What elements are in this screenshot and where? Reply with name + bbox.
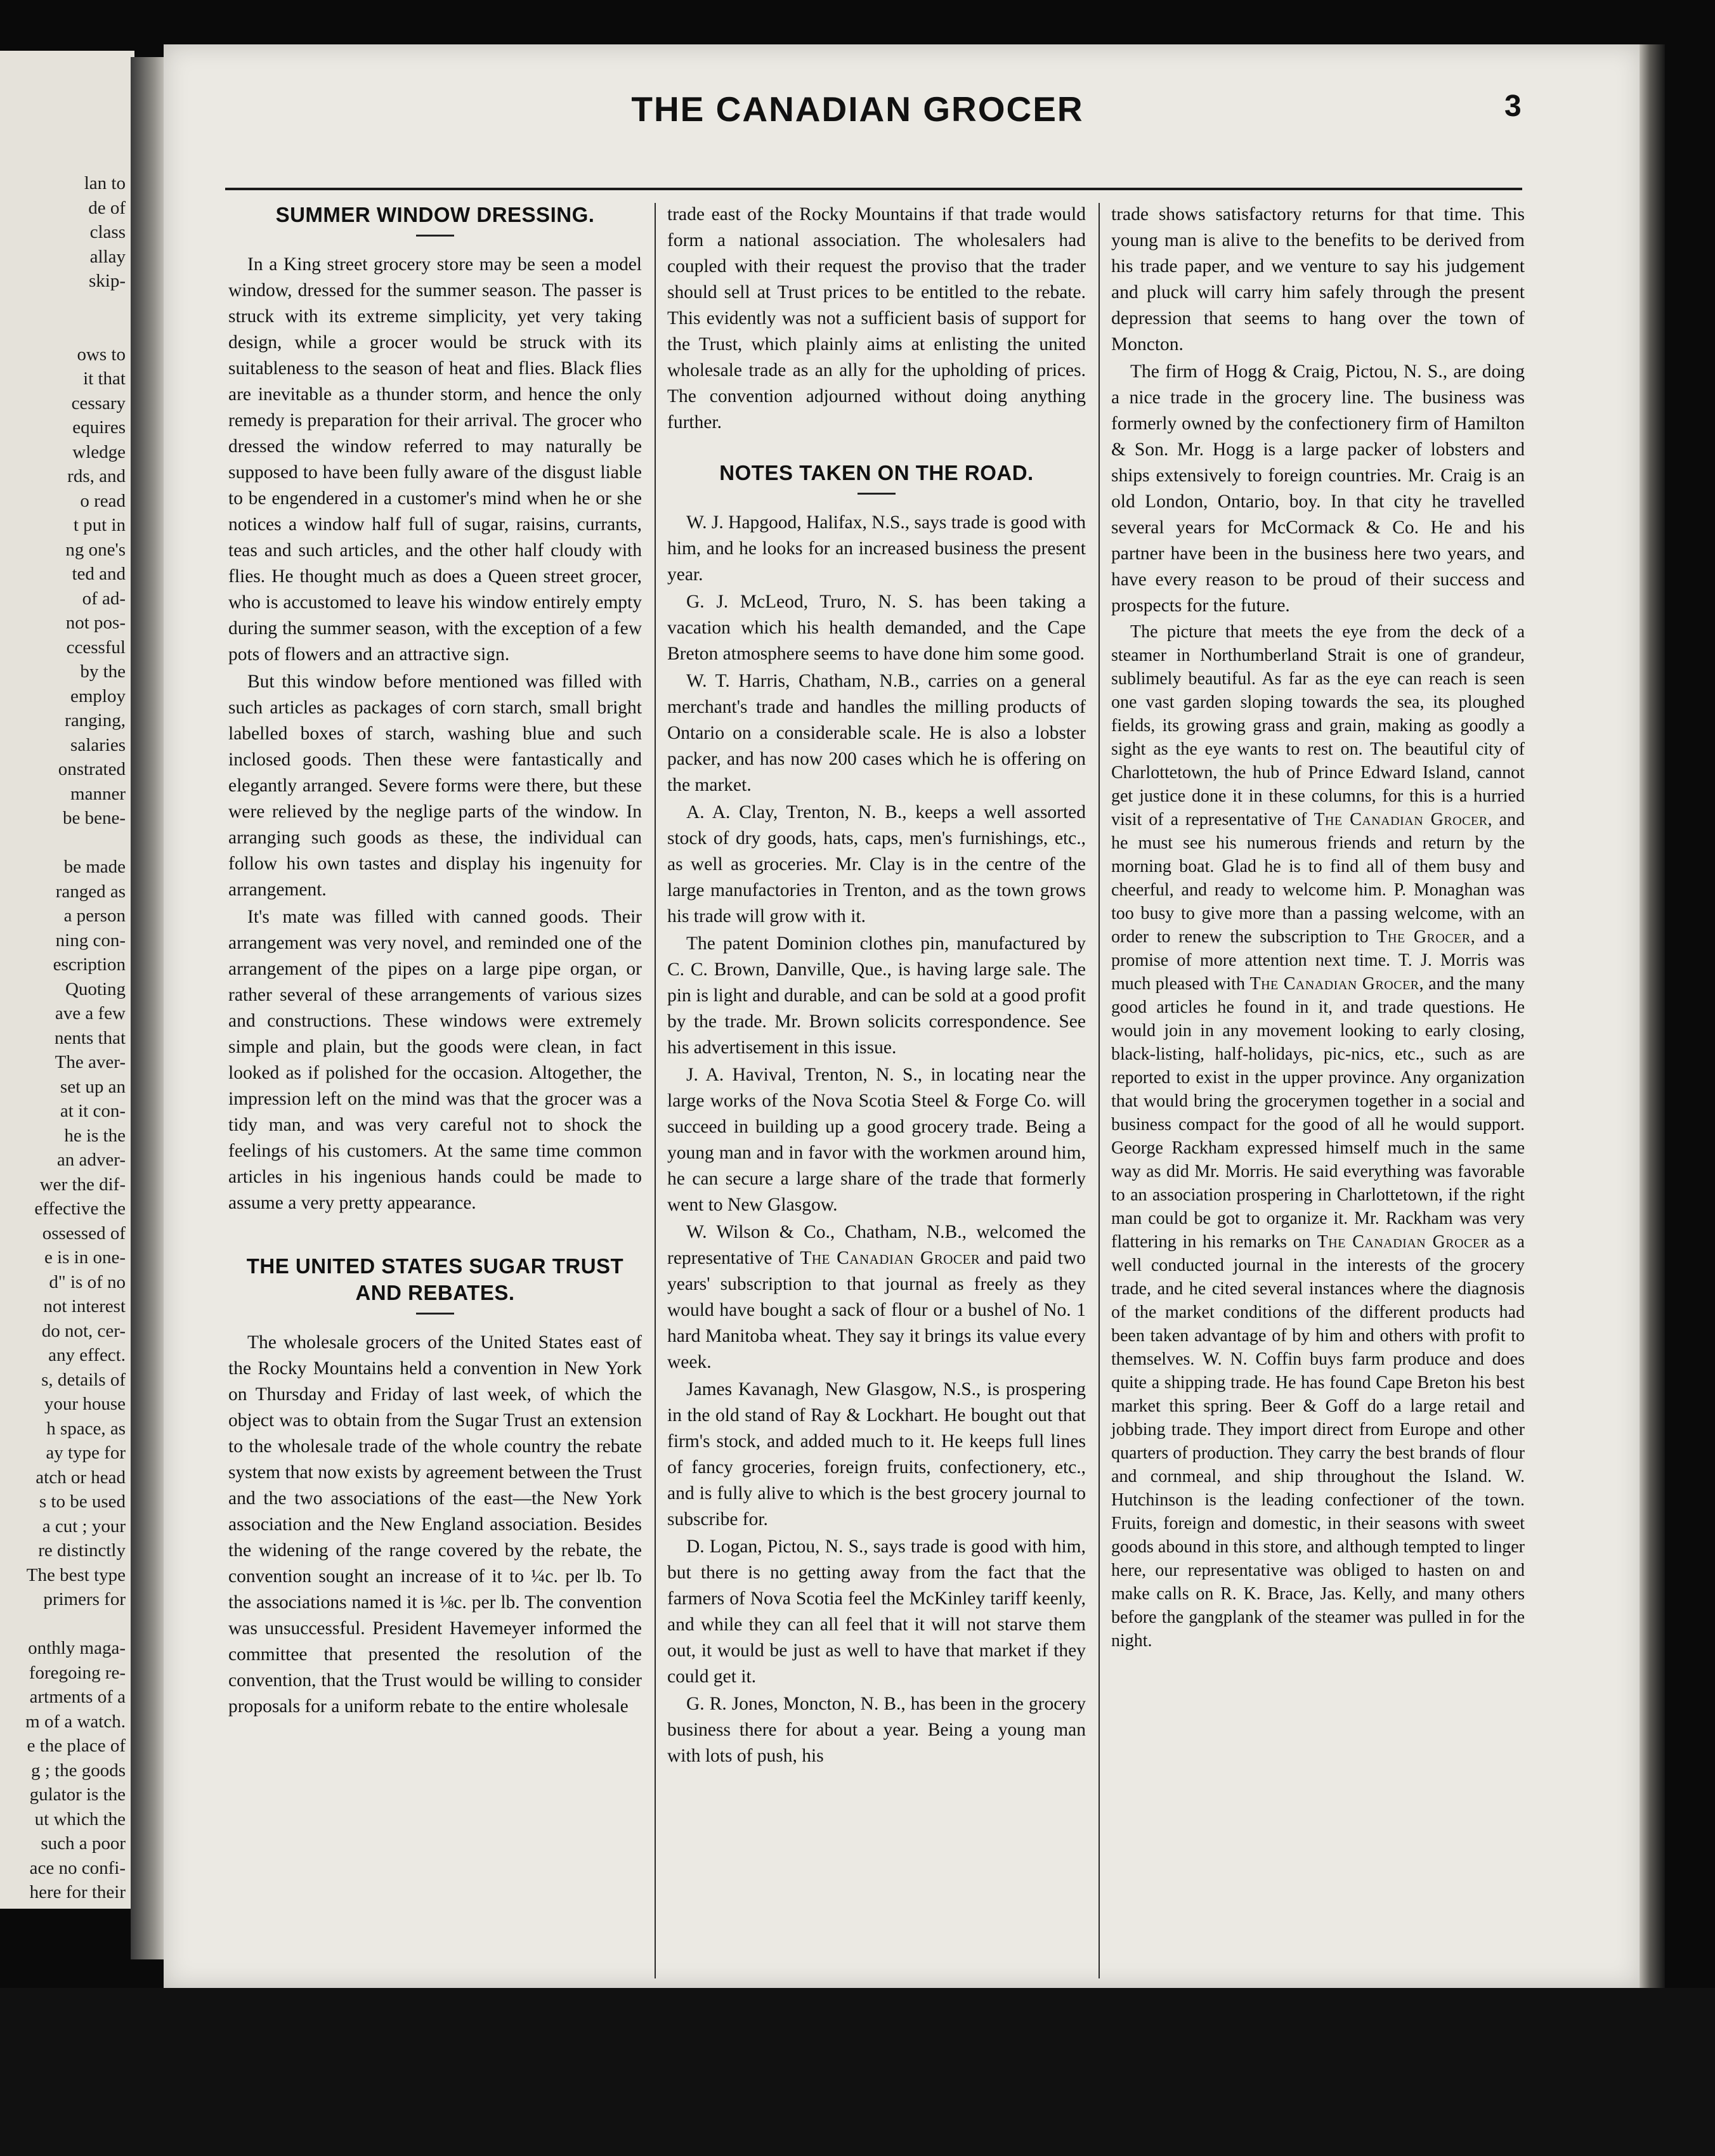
publication-name: The Canadian Grocer (800, 1248, 981, 1268)
article-paragraph: James Kavanagh, New Glasgow, N.S., is prospering in the old stand of Ray & Lockhart. He bought out that firm's stock, and added much to it. He keeps full lines of fancy groceries, foreign fruits, confectionery, etc., and is fully alive to which is the best grocery journal to subscribe for. (667, 1379, 1086, 1529)
previous-page-line: equires (72, 417, 126, 438)
previous-page-line: ranged as (55, 881, 126, 902)
previous-page-line: class (89, 222, 126, 242)
article-paragraph: A. A. Clay, Trenton, N. B., keeps a well assorted stock of dry goods, hats, caps, men's furnishings, etc., as well as groceries. Mr. Clay is in the centre of the large manufactories in Trenton, and as the town grows his trade will grow with it. (667, 802, 1086, 926)
article-paragraph: trade east of the Rocky Mountains if that trade would form a national association. The wholesalers had coupled with their request the proviso that the trader should sell at Trust prices to be entitled to the rebate. This evidently was not a sufficient basis of support for the Trust, which plainly aims at enlisting the united wholesale trade as an ally for the upholding of prices. The convention adjourned without doing anything further. (667, 204, 1086, 432)
previous-page-line: manner (70, 783, 126, 804)
article-paragraph: But this window before mentioned was filled with such articles as packages of corn starch, small bright labelled boxes of starch, washing blue and such inclosed goods. Then these were fantastically and elegantly arranged. Severe forms were there, but these were relieved by the neglige parts of the window. In arranging such goods as these, the individual can follow his own tastes and display his ingenuity for arrangement. (228, 672, 642, 900)
previous-page-line: lan to (84, 173, 126, 193)
previous-page-line: gulator is the (29, 1784, 126, 1805)
column-1 (228, 202, 642, 1720)
previous-page-line: re distinctly (38, 1540, 126, 1561)
previous-page-fragment (0, 51, 134, 1909)
binding-gutter (131, 57, 169, 1959)
previous-page-line: ning con- (55, 930, 126, 951)
column-3 (1111, 202, 1525, 1653)
publication-name: The Canadian Grocer (1317, 1232, 1490, 1252)
publication-name: The Canadian Grocer (1314, 810, 1488, 829)
heading-dash (857, 493, 896, 495)
previous-page-line: by the (80, 661, 126, 682)
previous-page-line: ace no confi- (29, 1857, 126, 1878)
heading-dash (416, 235, 454, 237)
article-paragraph: J. A. Havival, Trenton, N. S., in locating near the large works of the Nova Scotia Steel & Forge Co. will succeed in building up a good grocery trade. Being a young man and in favor with the workmen around him, he can secure a large share of the trade that formerly went to New Glasgow. (667, 1065, 1086, 1215)
previous-page-line: de of (88, 197, 126, 218)
article-paragraph: W. T. Harris, Chatham, N.B., carries on a general merchant's trade and handles the milling products of Ontario on a considerable scale. He is also a lobster packer, and has now 200 cases which he is offering on the market. (667, 671, 1086, 795)
page-edge-shadow (1640, 44, 1665, 1997)
previous-page-line: be bene- (62, 808, 126, 828)
heading-dash (416, 1313, 454, 1315)
previous-page-line: skip- (89, 271, 126, 291)
masthead: THE CANADIAN GROCER (631, 89, 1084, 129)
previous-page-line: The aver- (55, 1052, 126, 1072)
previous-page-line: The best type (26, 1564, 126, 1585)
previous-page-line: artments of a (29, 1687, 126, 1707)
previous-page-line: ossessed of (42, 1223, 126, 1244)
previous-page-line: any effect. (48, 1345, 126, 1365)
previous-page-line: foregoing re- (29, 1662, 126, 1683)
previous-page-line: e the place of (27, 1736, 126, 1756)
previous-page-line: o read (80, 490, 126, 511)
article-paragraph: It's mate was filled with canned goods. Their arrangement was very novel, and reminded one of the arrangement of the pipes on a large pipe organ, or rather several of these arrangements of various sizes and constructions. These windows were extremely simple and plain, but the goods were clean, in fact looked as if polished for the occasion. Altogether, the impression left on the mind was that the grocer was a tidy man, and was very careful not to shock the feelings of his customers. At the same time common articles in his ingenious hands could be made to assume a very pretty appearance. (228, 907, 642, 1213)
previous-page-line: ave a few (55, 1003, 126, 1023)
previous-page-line: onthly maga- (28, 1638, 126, 1658)
article-paragraph: In a King street grocery store may be seen a model window, dressed for the summer season. The passer is struck with its extreme simplicity, yet very taking design, while a grocer would be struck with its suitableness to the season of heat and flies. Black flies are inevitable as a thunder storm, and hence the only remedy is preparation for their arrival. The grocer who dressed the window referred to may naturally be supposed to have been fully aware of the disgust liable to be engendered in a customer's mind when he or she notices a window half full of sugar, raisins, currants, teas and such articles, and the other half cloudy with flies. He thought much as does a Queen street grocer, who is accustomed to leave his window entirely empty during the summer season, with the exception of a few pots of flowers and an attractive sign. (228, 254, 642, 665)
previous-page-line: your house (44, 1394, 126, 1414)
previous-page-line: d" is of no (49, 1271, 126, 1292)
previous-page-line: rds, and (67, 466, 126, 486)
previous-page-line: do not, cer- (41, 1320, 126, 1341)
previous-page-line: ted and (72, 564, 126, 584)
previous-page-line: e is in one- (44, 1247, 126, 1268)
previous-page-line: such a poor (41, 1833, 126, 1854)
previous-page-line: ows to (77, 344, 126, 365)
previous-page-line: s, details of (41, 1369, 126, 1390)
previous-page-line: not pos- (65, 613, 126, 633)
previous-page-line: escription (53, 954, 126, 975)
previous-page-line: ng one's (65, 539, 126, 560)
article-paragraph: The firm of Hogg & Craig, Pictou, N. S., are doing a nice trade in the grocery line. The business was formerly owned by the confectionery firm of Hamilton & Son. Mr. Hogg is a large packer of lobsters and ships extensively to foreign countries. Mr. Craig is an old London, Ontario, boy. In that city he travelled several years for McCormack & Co. He and his partner have been in the business here two years, and have every reason to be proud of their success and prospects for the future. (1111, 361, 1525, 616)
previous-page-line: wer the dif- (39, 1174, 126, 1195)
page-number: 3 (1504, 89, 1522, 123)
previous-page-line: s to be used (39, 1491, 126, 1512)
previous-page-line: a person (63, 906, 126, 926)
article-paragraph: trade shows satisfactory returns for that time. This young man is alive to the benefits to be derived from his trade paper, and we venture to say his judgement and pluck will carry him safely through the present depression that seems to hang over the town of Moncton. (1111, 204, 1525, 354)
previous-page-line: h space, as (46, 1418, 126, 1439)
previous-page-line: a cut ; your (42, 1516, 126, 1536)
previous-page-line: primers for (43, 1589, 126, 1609)
previous-page-line: cessary (71, 393, 126, 413)
article-paragraph: W. Wilson & Co., Chatham, N.B., welcomed the representative of The Canadian Grocer and paid two years' subscription to that journal as freely as they would have bought a sack of flour or a bushel of No. 1 hard Manitoba wheat. They say it brings its value every week. (667, 1222, 1086, 1372)
previous-page-line: effective the (34, 1198, 126, 1219)
previous-page-line: it that (83, 368, 126, 389)
previous-page-line: at it con- (60, 1101, 126, 1121)
column-2 (667, 202, 1086, 1769)
previous-page-line: t put in (73, 515, 126, 535)
article-paragraph: W. J. Hapgood, Halifax, N.S., says trade is good with him, and he looks for an increased business the present year. (667, 512, 1086, 585)
previous-page-line: m of a watch. (25, 1711, 126, 1732)
article-paragraph: The picture that meets the eye from the deck of a steamer in Northumberland Strait is one of grandeur, sublimely beautiful. As far as the eye can reach is seen one vast garden sloping towards the sea, its ploughed fields, its growing grass and grain, making as goodly a sight as the eye wants to rest on. The beautiful city of Charlottetown, the hub of Prince Edward Island, cannot get justice done it in these columns, for this is a hurried visit of a representative of The Canadian Grocer, and he must see his numerous friends and return by the morning boat. Glad he is to find all of them busy and cheerful, and ready to welcome him. P. Monaghan was too busy to give more than a passing welcome, with an order to renew the subscription to The Grocer, and a promise of more attention next time. T. J. Morris was much pleased with The Canadian Grocer, and the many good articles he found in it, and trade questions. He would join in any movement looking to early closing, black-listing, half-holidays, pic-nics, etc., such as are reported to exist in the upper province. Any organization that would bring the grocerymen together in a social and business compact for the good of all he would support. George Rackham expressed himself much in the same way as did Mr. Morris. He said everything was favorable to an association prospering in Charlottetown, if the right man could be got to organize it. Mr. Rackham was very flattering in his remarks on The Canadian Grocer as a well conducted journal in the interests of the grocery trade, and he cited several instances where the diagnosis of the market conditions of the different products had been taken advantage of by him and others with profit to themselves. W. N. Coffin buys farm produce and does quite a shipping trade. He has found Cape Breton his best market this spring. Beer & Goff do a large retail and jobbing trade. They import direct from Europe and other quarters of production. They carry the best brands of flour and cornmeal, and ship throughout the Island. W. Hutchinson is the leading confectioner of the town. Fruits, foreign and domestic, in their seasons with sweet goods abound in this store, and although tempted to linger here, our representative was obliged to hasten on and make calls on R. K. Brace, Jas. Kelly, and many others before the gangplank of the steamer was pulled in for the night. (1111, 622, 1525, 1651)
previous-page-line: wledge (72, 441, 126, 462)
header-rule (225, 188, 1522, 190)
previous-page-line: ay type for (46, 1443, 126, 1463)
article-paragraph: G. R. Jones, Moncton, N. B., has been in the grocery business there for about a year. Being a young man with lots of push, his (667, 1694, 1086, 1766)
previous-page-line: employ (70, 685, 126, 706)
previous-page-line: an adver- (56, 1150, 126, 1170)
article-paragraph: The wholesale grocers of the United States east of the Rocky Mountains held a convention in New York on Thursday and Friday of last week, of which the object was to obtain from the Sugar Trust an extension to the wholesale trade of the whole country the rebate system that now exists by agreement between the Trust and the two associations of the east—the New York association and the New England association. Besides the widening of the range covered by the rebate, the convention sought an increase of it to ¼c. per lb. To the associations named it is ⅛c. per lb. The convention was unsuccessful. President Havemeyer informed the committee that presented the resolution of the convention, that the Trust would be willing to consider proposals for a uniform rebate to the entire wholesale (228, 1332, 642, 1717)
previous-page-line: g ; the goods (30, 1760, 126, 1781)
article-heading: NOTES TAKEN ON THE ROAD. (719, 461, 1034, 484)
previous-page-line: ut which the (34, 1809, 126, 1829)
column-divider (1099, 203, 1100, 1978)
previous-page-line: onstrated (58, 759, 126, 779)
article-heading: THE UNITED STATES SUGAR TRUST AND REBATES. (246, 1254, 624, 1304)
previous-page-line: ranging, (65, 710, 126, 731)
previous-page-line: allay (89, 246, 126, 267)
previous-page-line: he is the (64, 1125, 126, 1146)
scan-background (0, 1988, 1715, 2156)
previous-page-line: here for their (29, 1882, 126, 1902)
publication-name: The Canadian Grocer (1249, 974, 1419, 994)
previous-page-line: set up an (60, 1076, 126, 1097)
previous-page-line: salaries (70, 734, 126, 755)
previous-page-line: Quoting (65, 978, 126, 999)
article-paragraph: D. Logan, Pictou, N. S., says trade is good with him, but there is no getting away from the fact that the farmers of Nova Scotia feel the McKinley tariff keenly, and while they can all feel that it will not starve them out, it would be just as well to have that market if they could get it. (667, 1536, 1086, 1687)
article-heading: SUMMER WINDOW DRESSING. (275, 203, 595, 226)
publication-name: The Grocer (1376, 927, 1471, 947)
previous-page-line: of ad- (82, 588, 126, 609)
previous-page-line: ccessful (66, 637, 126, 658)
previous-page-line: nents that (55, 1027, 126, 1048)
previous-page-line: not interest (43, 1296, 126, 1316)
column-divider (655, 203, 656, 1978)
previous-page-line: atch or head (36, 1467, 126, 1488)
previous-page-line: be made (63, 857, 126, 877)
article-paragraph: The patent Dominion clothes pin, manufactured by C. C. Brown, Danville, Que., is having large sale. The pin is light and durable, and can be sold at a good profit by the trade. Mr. Brown solicits correspondence. See his advertisement in this issue. (667, 933, 1086, 1058)
article-paragraph: G. J. McLeod, Truro, N. S. has been taking a vacation which his health demanded, and the Cape Breton atmosphere seems to have done him some good. (667, 592, 1086, 664)
